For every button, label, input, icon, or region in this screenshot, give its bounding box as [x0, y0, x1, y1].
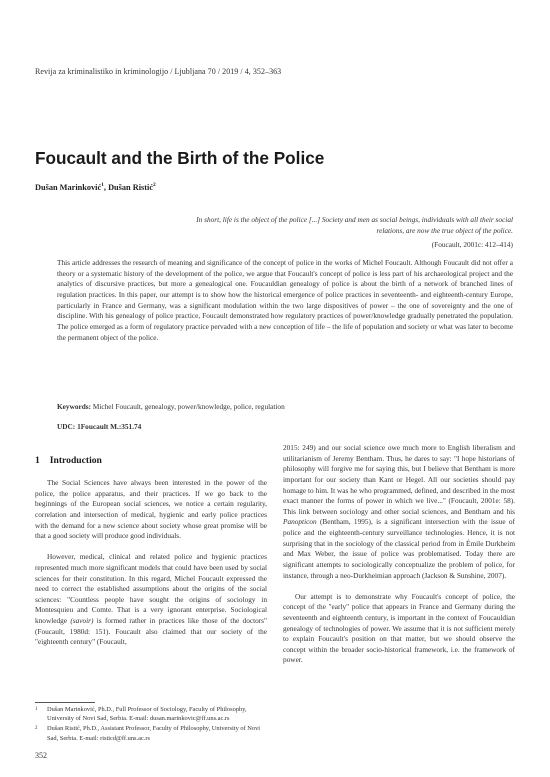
footnote-text: Dušan Ristić, Ph.D., Assistant Professor, Faculty of Philosophy, University of Novi Sad, Serbia. E-mail: risticd@ff.uns.ac.rs: [47, 725, 261, 742]
text-run: (Bentham, 1995), is a significant intersection with the issue of police and the eighteenth-century surveillance technologies. Hence, it is not surprising that in the sociology of the classical period from in Émile Durkheim and Max Weber, the issue of police was problematised. Today there are significant attempts to sociologically conceptualize the problem of police, for instance, through a neo-Durkheimian approach (Jackson & Sunshine, 2007).: [283, 517, 515, 580]
body-paragraph: [35, 552, 267, 648]
epigraph-quote: In short, life is the object of the police [...] Society and men as social beings, individuals with all their social relations, are now the true object of the police.: [196, 215, 513, 235]
section-number: 1: [35, 455, 40, 466]
footnote-number: 1: [35, 707, 38, 712]
abstract: This article addresses the research of meaning and significance of the concept of police in the works of Michel Foucault. Although Foucault did not offer a theory or a systematic history of the development of the police, we argue that Foucault's concept of police is less part of his archaeological project and the analytics of discursive practices, but more a genealogical one. Foucauldian genealogy of police is about the birth of a network of branched lines of regulation practices. In this paper, our attempt is to show how the historical emergence of police practices in seventeenth- and eighteenth-century Europe, particularly in France and Germany, was a significant modulation within the two large dispositives of power – the one of sovereignty and the one of discipline. With his genealogy of police practice, Foucault demonstrated how regulatory practices of power/knowledge gradually penetrated the population. The police emerged as a form of regulatory practice pervaded with a new conception of life – the life of population and society or what was later to become the permanent object of the police.: [57, 258, 513, 342]
footnote-mark[interactable]: 1: [101, 182, 104, 188]
journal-header: Revija za kriminalistiko in kriminologijo / Ljubljana 70 / 2019 / 4, 352–363: [35, 67, 282, 76]
author-separator: ,: [103, 182, 109, 192]
section-heading: [35, 455, 102, 466]
body-paragraph: Our attempt is to demonstrate why Foucault's concept of police, the concept of the "early" police that appears in France and Germany during the seventeenth and eighteenth century, is important in the context of Foucauldian genealogy of technologies of power. We assume that it is not sufficient merely to explain Foucault's position on that matter, but we should observe the concept within the broader socio-historical framework, i.e. the framework of power.: [283, 591, 515, 665]
footnote-number: 2: [35, 726, 38, 732]
author-list: [35, 182, 156, 192]
epigraph: [173, 215, 513, 250]
body-column-right: [283, 443, 515, 666]
article-title: Foucault and the Birth of the Police: [35, 148, 325, 168]
body-paragraph: The Social Sciences have always been interested in the power of the police, the police apparatus, and their practices. If we go back to the beginnings of the European social sciences, we notice a certain regularity, correlation and intersection of medical, hygienic and early police practices with the demand for a new science about society whose great promise will be that a good society will produce good individuals.: [35, 478, 267, 541]
epigraph-source: (Foucault, 2001c: 412–414): [431, 239, 513, 249]
text-run: However, medical, clinical and related police and hygienic practices represented much more significant models that could have been used by social sciences for their constitution. In this regard, Michel Foucault expressed the need to correct the established assumptions about the origins of the social sciences: "Countless people have sought the origins of sociology in Montesquieu and Comte. That is a very ignorant enterprise. Sociological knowledge: [35, 552, 267, 626]
body-paragraph: [283, 443, 515, 581]
footnotes: [35, 705, 267, 744]
udc-code: [57, 422, 141, 431]
keywords-value: Michel Foucault, genealogy, power/knowledge, police, regulation: [91, 402, 285, 411]
text-run: is formed rather in practices like those of the doctors" (Foucault, 1980d: 151). Foucault also claimed that our society of the "eighteenth century" (Foucault,: [35, 616, 268, 647]
text-run-italic: Panopticon: [283, 517, 317, 527]
page-number: 352: [35, 751, 47, 760]
author-name: Dušan Ristić: [108, 182, 154, 192]
footnote: [35, 724, 267, 742]
keywords-label: Keywords:: [57, 402, 92, 411]
footnote-mark[interactable]: 2: [153, 182, 156, 188]
keywords: [57, 402, 513, 411]
text-run: 2015: 249) and our social science owe much more to English liberalism and utilitarianism of Jeremy Bentham. Thus, he dares to say: "I hope historians of philosophy will forgive me for saying this, but I believe that Bentham is more important for our society than Kant or Hegel. All our societies should pay homage to him. It was he who programmed, defined, and described in the most exact manner the forms of power in which we live..." (Foucault, 2001e: 58). This link between sociology and other social sciences, and Bentham and his: [283, 443, 515, 516]
section-title: Introduction: [49, 455, 102, 466]
footnote: [35, 705, 267, 723]
text-run-italic: (savoir): [70, 616, 94, 626]
footnote-divider: [35, 702, 95, 703]
udc-label: UDC: 1Foucault M.:351.74: [57, 422, 142, 431]
footnote-text: Dušan Marinković, Ph.D., Full Professor of Sociology, Faculty of Philosophy, University of Novi Sad, Serbia. E-mail: dusan.marinkovic@ff.uns.ac.rs: [47, 706, 247, 723]
body-column-left: [35, 478, 267, 648]
author-name: Dušan Marinković: [35, 182, 102, 192]
